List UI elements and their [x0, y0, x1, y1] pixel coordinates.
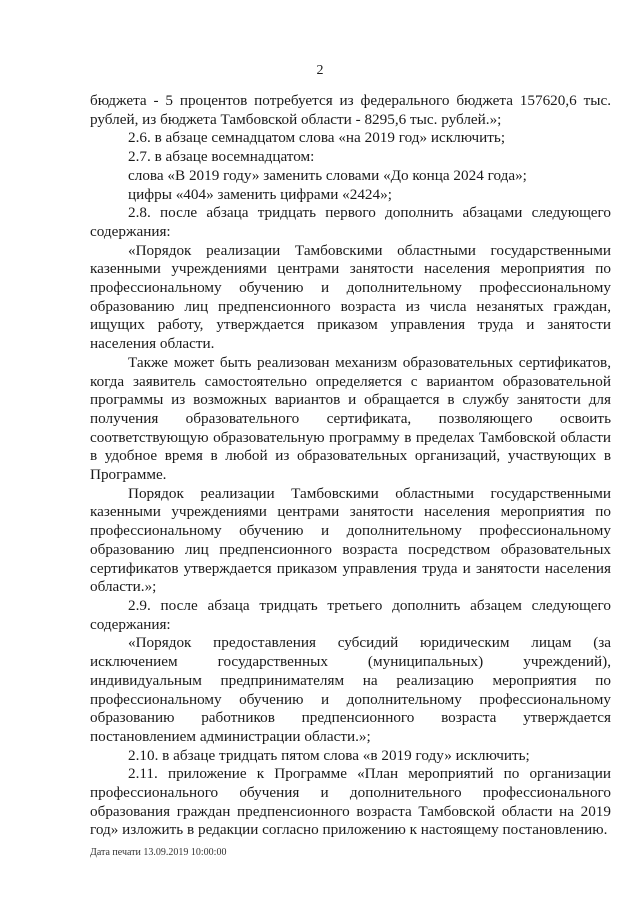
- paragraph: 2.10. в абзаце тридцать пятом слова «в 2019 году» исключить;: [128, 746, 530, 764]
- print-date-footer: Дата печати 13.09.2019 10:00:00: [90, 847, 227, 858]
- document-body: [90, 92, 611, 840]
- paragraph: 2.6. в абзаце семнадцатом слова «на 2019 год» исключить;: [128, 129, 506, 147]
- paragraph: цифры «404» заменить цифрами «2424»;: [128, 185, 392, 203]
- paragraph: 2.11. приложение к Программе «План мероприятий по организации профессионального обучения и дополнительного профессионального образования граждан предпенсионного возраста Тамбовской области на 2019 год» изложить в редакции согласно приложению к настоящему постановлению.: [90, 765, 611, 839]
- paragraph: 2.9. после абзаца тридцать третьего дополнить абзацем следующего содержания:: [90, 596, 611, 633]
- paragraph: Порядок реализации Тамбовскими областными государственными казенными учреждениями центрами занятости населения мероприятия по профессиональному обучению и дополнительному профессиональному образованию лиц предпенсионного возраста посредством образовательных сертификатов утверждается приказом управления труда и занятости населения области.»;: [90, 484, 611, 596]
- paragraph: Также может быть реализован механизм образовательных сертификатов, когда заявитель самостоятельно определяется с вариантом образовательной программы из возможных вариантов и обращается в службу занятости для получения образовательного сертификата, позволяющего освоить соответствующую образовательную программу в пределах Тамбовской области в удобное время в любой из образовательных организаций, участвующих в Программе.: [90, 353, 611, 484]
- paragraph: 2.7. в абзаце восемнадцатом:: [128, 148, 315, 166]
- paragraph: 2.8. после абзаца тридцать первого дополнить абзацами следующего содержания:: [90, 204, 611, 240]
- paragraph: «Порядок предоставления субсидий юридическим лицам (за исключением государственных (муниципальных) учреждений), индивидуальным предпринимателям на реализацию мероприятия по профессиональному обучению и дополнительному профессиональному образованию работников предпенсионного возраста утверждается постановлением администрации области.»;: [90, 634, 611, 745]
- page-number: 2: [316, 63, 324, 78]
- paragraph: бюджета - 5 процентов потребуется из федерального бюджета 157620,6 тыс. рублей, из бюджета Тамбовской области - 8295,6 тыс. рублей.»;: [90, 92, 611, 128]
- paragraph: «Порядок реализации Тамбовскими областными государственными казенными учреждениями центрами занятости населения мероприятия по профессиональному обучению и дополнительному профессиональному образованию лиц предпенсионного возраста из числа незанятых граждан, ищущих работу, утверждается приказом управления труда и занятости населения области.: [90, 241, 611, 353]
- paragraph: слова «В 2019 году» заменить словами «До конца 2024 года»;: [128, 166, 527, 184]
